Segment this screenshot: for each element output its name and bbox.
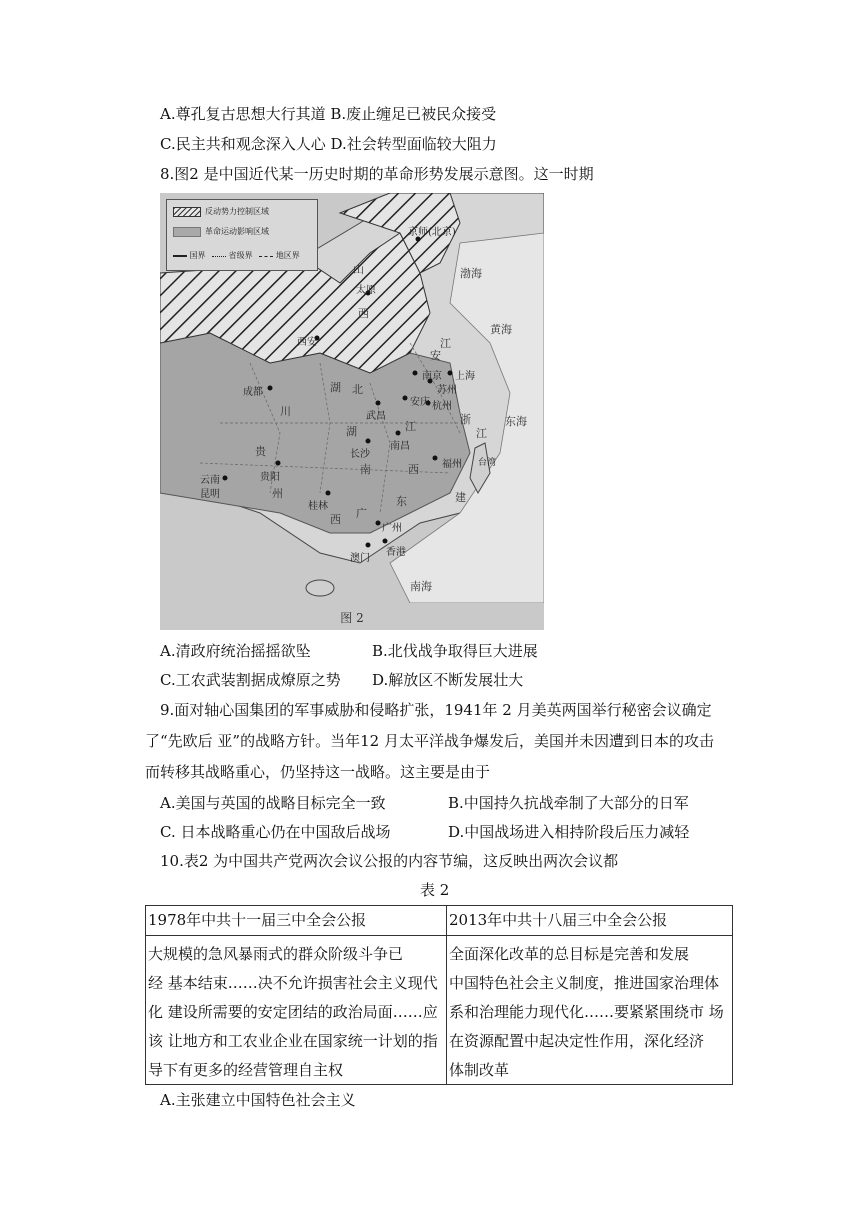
city-label: 成都 <box>243 387 263 398</box>
province-label: 建 <box>455 491 466 504</box>
sea-label: 渤海 <box>460 267 482 280</box>
table-cell-line: 大规模的急风暴雨式的群众阶级斗争已 <box>148 945 404 963</box>
table-header-left: 1978年中共十一届三中全会公报 <box>146 906 447 936</box>
city-label: 昆明 <box>200 489 220 500</box>
q10-stem: 10.表2 为中国共产党两次会议公报的内容节编，这反映出两次会议都 <box>160 852 619 870</box>
q9-stem-line-2: 了“先欧后 亚”的战略方针。当年12 月太平洋战争爆发后，美国并未因遭到日本的攻击 <box>145 732 714 750</box>
province-label: 西 <box>330 513 341 526</box>
province-label: 广 <box>356 507 367 520</box>
city-label: 云南 <box>200 475 220 486</box>
city-label: 太原 <box>356 285 376 296</box>
province-label: 江 <box>476 427 487 440</box>
q10-option-a: A.主张建立中国特色社会主义 <box>160 1091 356 1109</box>
table-cell-line: 导下有更多的经营管理自主权 <box>148 1061 344 1079</box>
city-label: 台湾 <box>478 458 497 468</box>
table-cell-line: 中国特色社会主义制度，推进国家治理体 <box>449 974 720 992</box>
q7-options-line-1: A.尊孔复古思想大行其道 B.废止缠足已被民众接受 <box>160 105 497 123</box>
table-cell-line: 体制改革 <box>449 1061 510 1079</box>
province-border-line-icon <box>212 256 226 257</box>
table-cell-line: 在资源配置中起决定性作用，深化经济 <box>449 1032 705 1050</box>
table-cell-left <box>146 936 447 1084</box>
province-label: 浙 <box>460 413 471 426</box>
legend-province-border: 省级界 <box>228 251 253 260</box>
legend-revolution: 革命运动影响区域 <box>205 227 269 236</box>
sea-label: 南海 <box>410 580 432 593</box>
city-label: 福州 <box>442 459 462 470</box>
province-label: 南 <box>360 463 371 476</box>
figure-caption: 图 2 <box>340 611 364 625</box>
city-label: 上海 <box>455 371 475 382</box>
city-label: 西安 <box>297 337 317 348</box>
legend-reaction: 反动势力控制区域 <box>205 207 269 216</box>
table-cell-line: 全面深化改革的总目标是完善和发展 <box>449 945 690 963</box>
province-label: 湖 <box>346 425 357 438</box>
table-cell-line: 系和治理能力现代化……要紧紧围绕市 场 <box>449 1003 724 1021</box>
legend-national-border: 国界 <box>189 251 206 260</box>
q9-option-d: D.中国战场进入相持阶段后压力减轻 <box>448 823 690 841</box>
table-cell-line: 经 基本结束……决不允许损害社会主义现代 <box>148 974 438 992</box>
city-label: 武昌 <box>366 411 386 422</box>
q9-option-a: A.美国与英国的战略目标完全一致 <box>160 794 386 812</box>
table-cell-line: 该 让地方和工农业企业在国家统一计划的指 <box>148 1032 438 1050</box>
map-legend <box>166 199 318 271</box>
province-label: 江 <box>405 420 416 433</box>
province-label: 西 <box>358 307 369 320</box>
city-label: 桂林 <box>308 501 328 512</box>
province-label: 北 <box>352 383 363 396</box>
table-header-right: 2013年中共十八届三中全会公报 <box>447 906 732 936</box>
table-title: 表 2 <box>420 881 450 899</box>
city-label: 安庆 <box>410 397 430 408</box>
legend-region-border: 地区界 <box>275 251 300 260</box>
city-label: 澳门 <box>350 553 370 564</box>
province-label: 州 <box>272 487 283 500</box>
province-label: 安 <box>430 349 441 362</box>
city-label: 南昌 <box>390 441 410 452</box>
province-label: 湖 <box>330 381 341 394</box>
province-label: 贵 <box>255 445 266 458</box>
sea-label: 黄海 <box>490 323 512 336</box>
table-cell-right <box>447 936 732 1084</box>
comparison-table <box>145 905 733 1085</box>
province-label: 江 <box>440 337 451 350</box>
province-label: 西 <box>408 463 419 476</box>
q8-option-b: B.北伐战争取得巨大进展 <box>372 642 538 660</box>
region-border-line-icon <box>259 256 273 257</box>
national-border-line-icon <box>173 255 187 257</box>
q9-stem-line-3: 而转移其战略重心，仍坚持这一战略。这主要是由于 <box>145 763 491 781</box>
revolution-situation-map <box>160 193 544 630</box>
q8-option-c: C.工农武装割据成燎原之势 <box>160 671 341 689</box>
city-label: 京师(北京) <box>408 227 456 238</box>
q9-stem-line-1: 9.面对轴心国集团的军事威胁和侵略扩张，1941年 2 月美英两国举行秘密会议确定 <box>160 701 712 719</box>
q8-option-a: A.清政府统治摇摇欲坠 <box>160 642 311 660</box>
city-label: 杭州 <box>432 401 452 412</box>
grey-swatch-icon <box>173 227 201 237</box>
province-label: 山 <box>353 263 364 276</box>
q7-options-line-2: C.民主共和观念深入人心 D.社会转型面临较大阻力 <box>160 135 497 153</box>
table-cell-line: 化 建设所需要的安定团结的政治局面……应 <box>148 1003 438 1021</box>
city-label: 广州 <box>382 523 402 534</box>
city-label: 苏州 <box>437 385 457 396</box>
province-label: 川 <box>280 405 291 418</box>
province-label: 东 <box>396 495 407 508</box>
sea-label: 东海 <box>505 415 527 428</box>
city-label: 贵阳 <box>260 472 280 483</box>
q9-option-c: C. 日本战略重心仍在中国敌后战场 <box>160 823 391 841</box>
q8-stem: 8.图2 是中国近代某一历史时期的革命形势发展示意图。这一时期 <box>160 165 594 183</box>
city-label: 长沙 <box>350 449 370 460</box>
city-label: 香港 <box>386 547 406 558</box>
q9-option-b: B.中国持久抗战牵制了大部分的日军 <box>448 794 689 812</box>
q8-option-d: D.解放区不断发展壮大 <box>372 671 524 689</box>
city-label: 南京 <box>422 371 442 382</box>
hatch-swatch-icon <box>173 207 201 217</box>
